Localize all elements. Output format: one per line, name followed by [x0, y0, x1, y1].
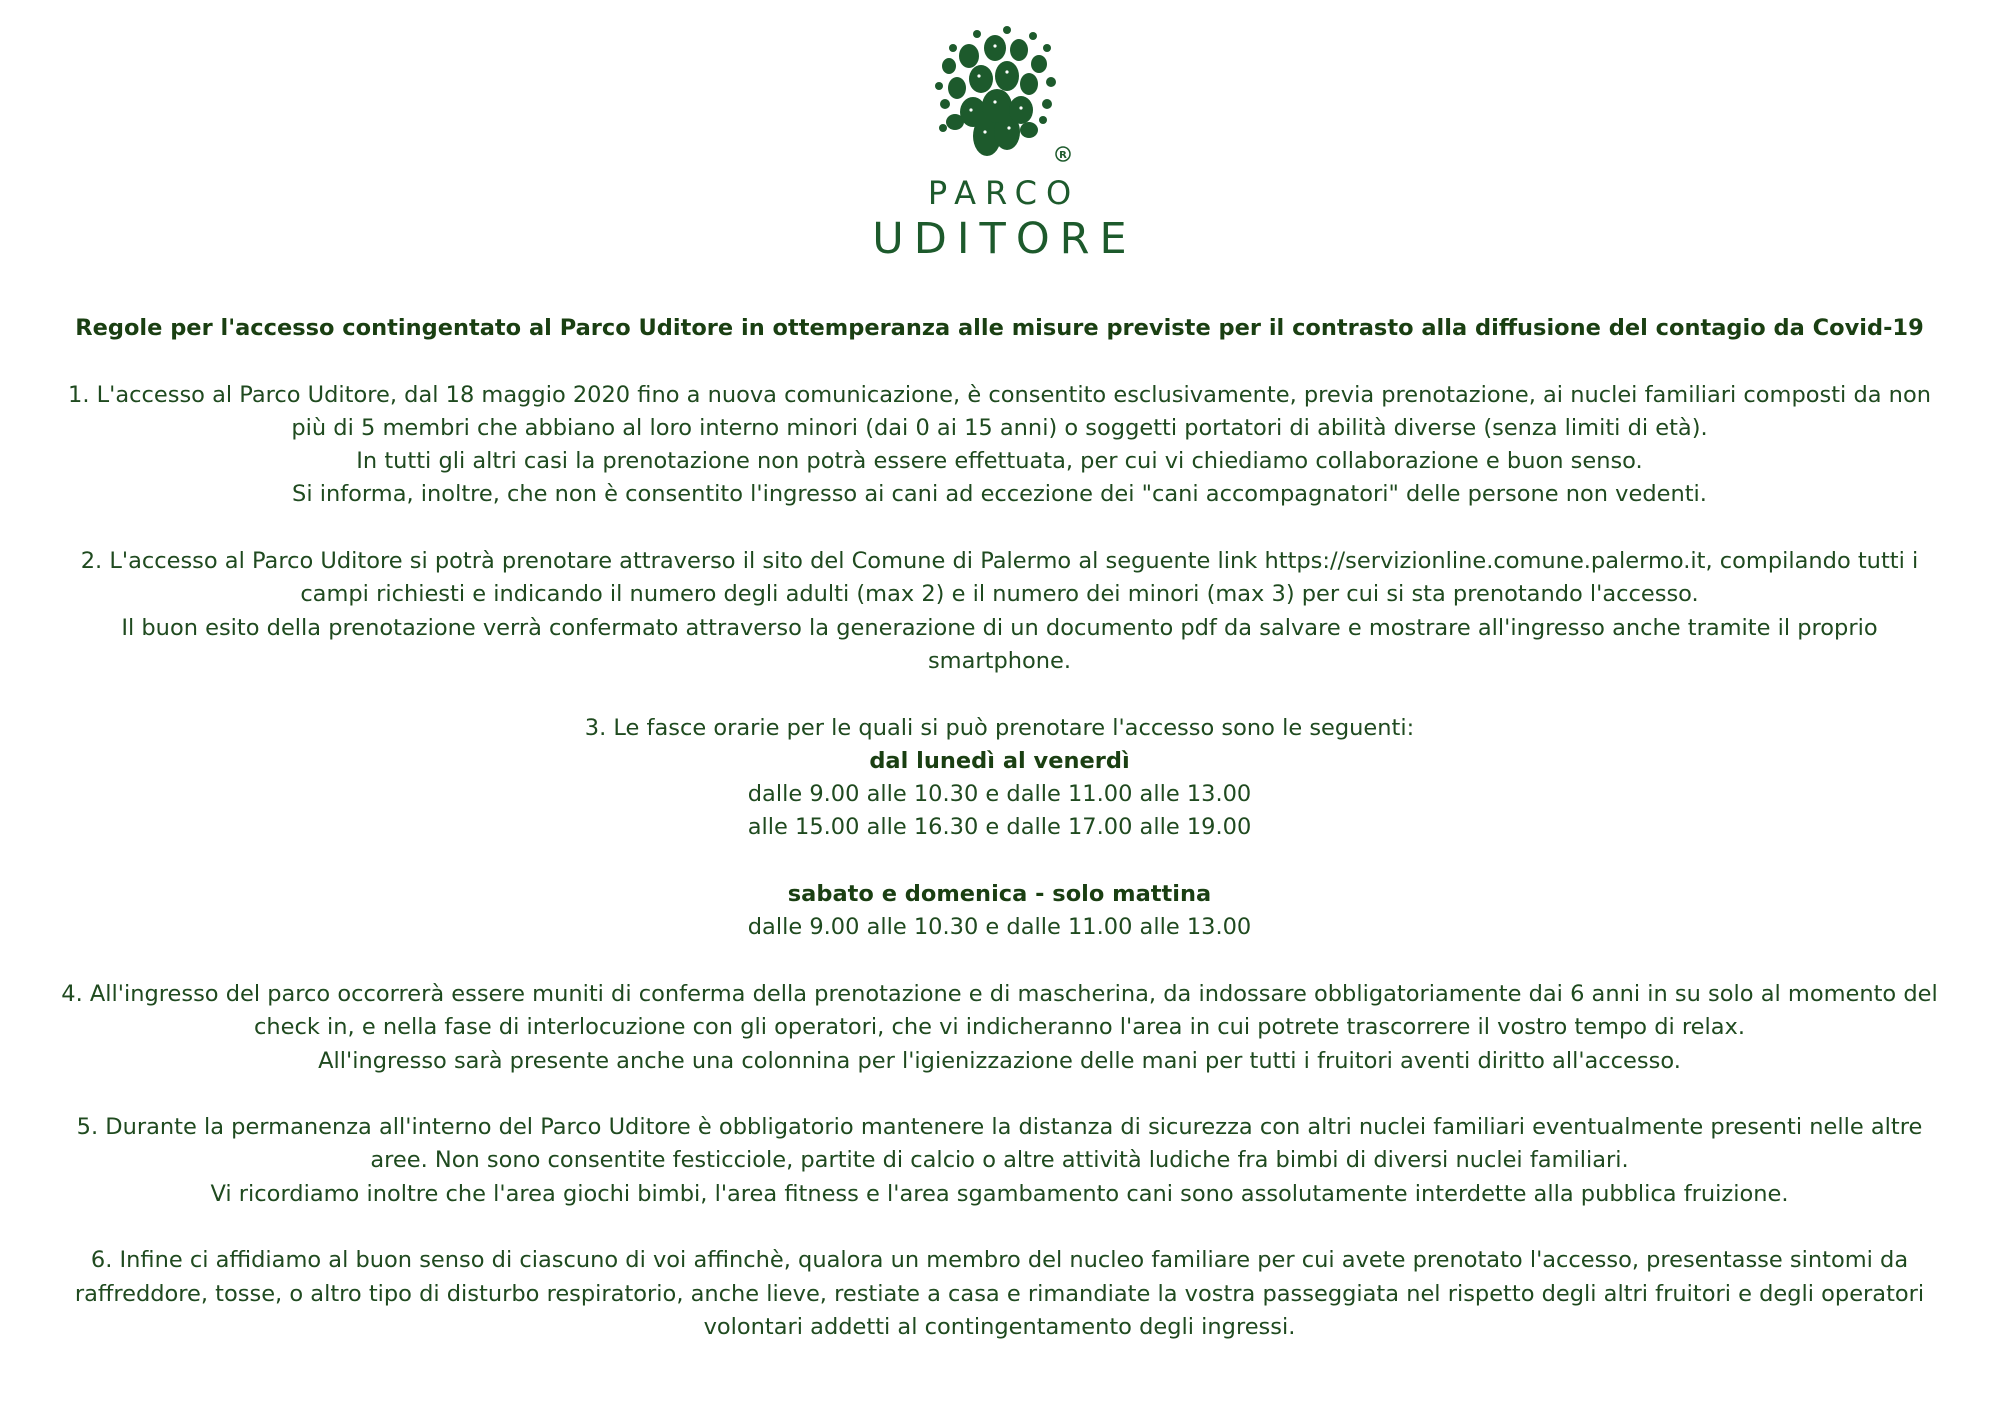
rule-6-text: 6. Infine ci affidiamo al buon senso di ciascuno di voi affinchè, qualora un membro del nucleo familiare per cui avete prenotato l'accesso, presentasse sintomi da raffreddore, tosse, o altro tipo di disturbo respiratorio, anche lieve, restiate a casa e rimandiate la vostra passeggiata nel rispetto degli altri fruitori e degli operatori volontari addetti al contingentamento degli ingressi. — [74, 1247, 1925, 1340]
rule-5-text: Vi ricordiamo inoltre che l'area giochi bimbi, l'area fitness e l'area sgambamento cani sono assolutamente interdette alla pubblica fruizione. — [210, 1180, 1789, 1207]
logo-line-parco: PARCO — [927, 174, 1081, 212]
rule-1-text: Si informa, inoltre, che non è consentito l'ingresso ai cani ad eccezione dei "cani accompagnatori" delle persone non vedenti. — [292, 481, 1707, 508]
rule-3-intro: 3. Le fasce orarie per le quali si può prenotare l'accesso sono le seguenti: — [584, 714, 1415, 741]
logo — [0, 24, 1999, 263]
rule-1-text: 1. L'accesso al Parco Uditore, dal 18 maggio 2020 fino a nuova comunicazione, è consentito esclusivamente, previa prenotazione, ai nuclei familiari composti da non più di 5 membri che abbiano al loro interno minori (dai 0 ai 15 anni) o soggetti portatori di abilità diverse (senza limiti di età). — [68, 381, 1931, 441]
time-slot: dalle 9.00 alle 10.30 e dalle 11.00 alle 13.00 — [747, 781, 1252, 808]
weekdays-heading: dal lunedì al venerdì — [869, 747, 1130, 774]
rule-1-text: In tutti gli altri casi la prenotazione non potrà essere effettuata, per cui vi chiediamo collaborazione e buon senso. — [356, 448, 1643, 475]
rule-2-text: Il buon esito della prenotazione verrà confermato attraverso la generazione di un documento pdf da salvare e mostrare all'ingresso anche tramite il proprio smartphone. — [121, 614, 1878, 674]
time-slot: alle 15.00 alle 16.30 e dalle 17.00 alle 19.00 — [747, 814, 1252, 841]
weekend-heading: sabato e domenica - solo mattina — [787, 881, 1212, 908]
rule-4-text: 4. All'ingresso del parco occorrerà essere muniti di conferma della prenotazione e di mascherina, da indossare obbligatoriamente dai 6 anni in su solo al momento del check in, e nella fase di interlocuzione con gli operatori, che vi indicheranno l'area in cui potrete trascorrere il vostro tempo di relax. — [61, 980, 1938, 1041]
rules-document — [60, 312, 1939, 1344]
rule-5-text: 5. Durante la permanenza all'interno del Parco Uditore è obbligatorio mantenere la distanza di sicurezza con altri nuclei familiari eventualmente presenti nelle altre aree. Non sono consentite festicciole, partite di calcio o altre attività ludiche fra bimbi di diversi nuclei familiari. — [76, 1114, 1923, 1174]
document-title: Regole per l'accesso contingentato al Parco Uditore in ottemperanza alle misure previste per il contrasto alla diffusione del contagio da Covid-19 — [75, 315, 1924, 341]
rule-2-text: 2. L'accesso al Parco Uditore si potrà prenotare attraverso il sito del Comune di Palermo al seguente link https://servizionline.comune.palermo.it, compilando tutti i campi richiesti e indicando il numero degli adulti (max 2) e il numero dei minori (max 3) per cui si sta prenotando l'accesso. — [80, 548, 1919, 608]
time-slot: dalle 9.00 alle 10.30 e dalle 11.00 alle 13.00 — [747, 914, 1252, 941]
logo-line-uditore: UDITORE — [872, 214, 1137, 264]
rule-4-text: All'ingresso sarà presente anche una colonnina per l'igienizzazione delle mani per tutti i fruitori aventi diritto all'accesso. — [318, 1047, 1681, 1074]
registered-mark: R — [1058, 150, 1067, 161]
prickly-pear-cactus-icon — [925, 24, 1075, 169]
